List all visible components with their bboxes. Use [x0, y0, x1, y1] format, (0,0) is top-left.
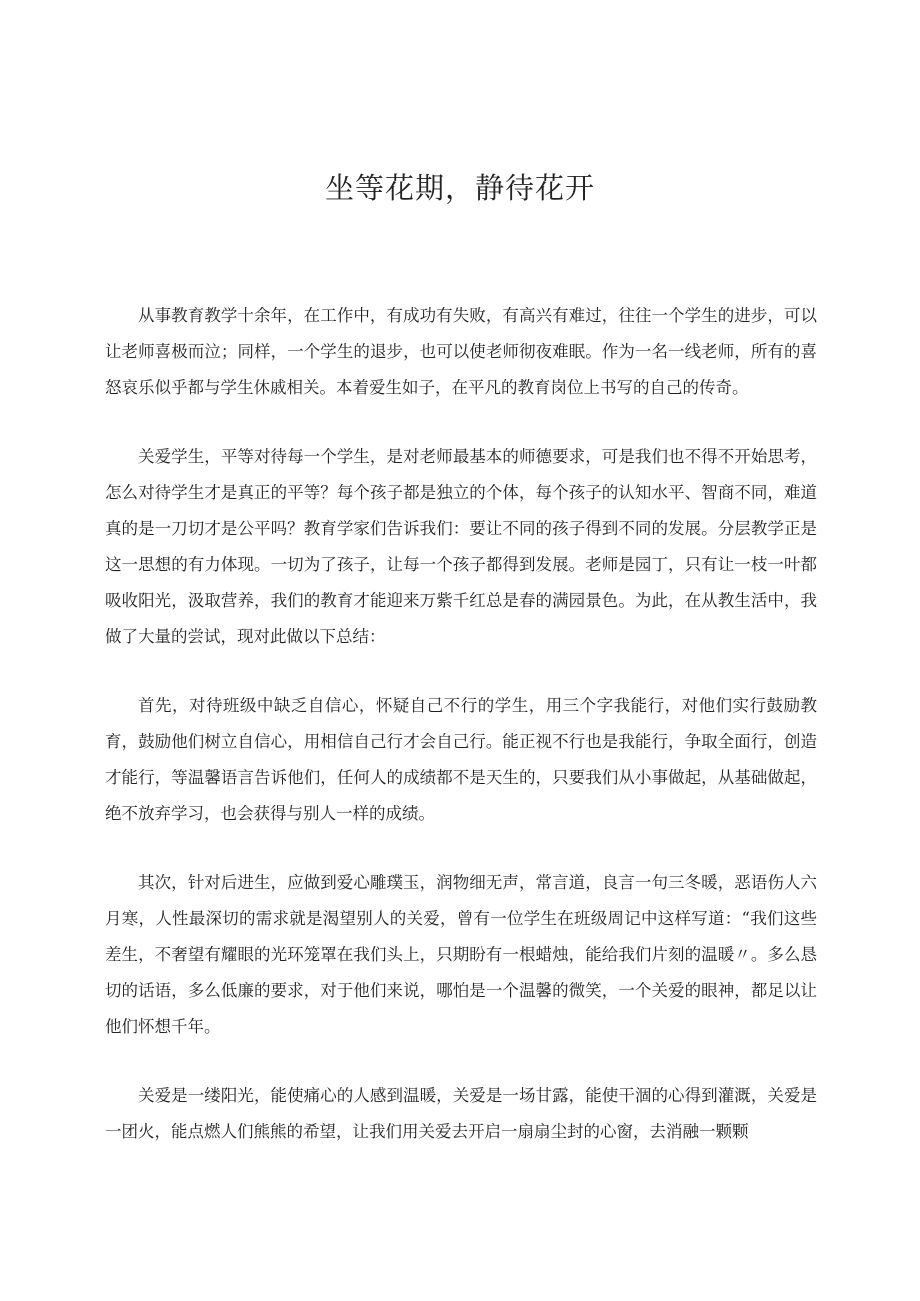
page-title: 坐等花期，静待花开: [324, 171, 595, 205]
document-body: [105, 298, 817, 1183]
paragraph-equality: 关爱学生，平等对待每一个学生，是对老师最基本的师德要求，可是我们也不得不开始思考，怎么对待学生才是真正的平等？每个孩子都是独立的个体，每个孩子的认知水平、智商不同，难道真的是一刀切才是公平吗？教育学家们告诉我们：要让不同的孩子得到不同的发展。分层教学正是这一思想的有力体现。一切为了孩子，让每一个孩子都得到发展。老师是园丁，只有让一枝一叶都吸收阳光，汲取营养，我们的教育才能迎来万紫千红总是春的满园景色。为此，在从教生活中，我做了大量的尝试，现对此做以下总结：: [105, 447, 817, 646]
paragraph-intro: 从事教育教学十余年，在工作中，有成功有失败，有高兴有难过，往往一个学生的进步，可以让老师喜极而泣；同样，一个学生的退步，也可以使老师彻夜难眠。作为一名一线老师，所有的喜怒哀乐似乎都与学生休戚相关。本着爱生如子，在平凡的教育岗位上书写的自己的传奇。: [105, 306, 817, 397]
paragraph-underachievers: 其次，针对后进生，应做到爱心雕璞玉，润物细无声，常言道，良言一句三冬暖，恶语伤人六月寒，人性最深切的需求就是渴望别人的关爱，曾有一位学生在班级周记中这样写道：“我们这些差生，不奢望有耀眼的光环笼罩在我们头上，只期盼有一根蜡烛，能给我们片刻的温暖〃。多么恳切的话语，多么低廉的要求，对于他们来说，哪怕是一个温馨的微笑，一个关爱的眼神，都足以让他们怀想千年。: [105, 873, 817, 1036]
paragraph-care: 关爱是一缕阳光，能使痛心的人感到温暖，关爱是一场甘露，能使干涸的心得到灌溉，关爱是一团火，能点燃人们熊熊的希望，让我们用关爱去开启一扇扇尘封的心窗，去消融一颗颗: [105, 1086, 817, 1141]
paragraph-confidence: 首先，对待班级中缺乏自信心，怀疑自己不行的学生，用三个字我能行，对他们实行鼓励教育，鼓励他们树立自信心，用相信自己行才会自己行。能正视不行也是我能行，争取全面行，创造才能行，等温馨语言告诉他们，任何人的成绩都不是天生的，只要我们从小事做起，从基础做起，绝不放弃学习，也会获得与别人一样的成绩。: [105, 696, 817, 823]
